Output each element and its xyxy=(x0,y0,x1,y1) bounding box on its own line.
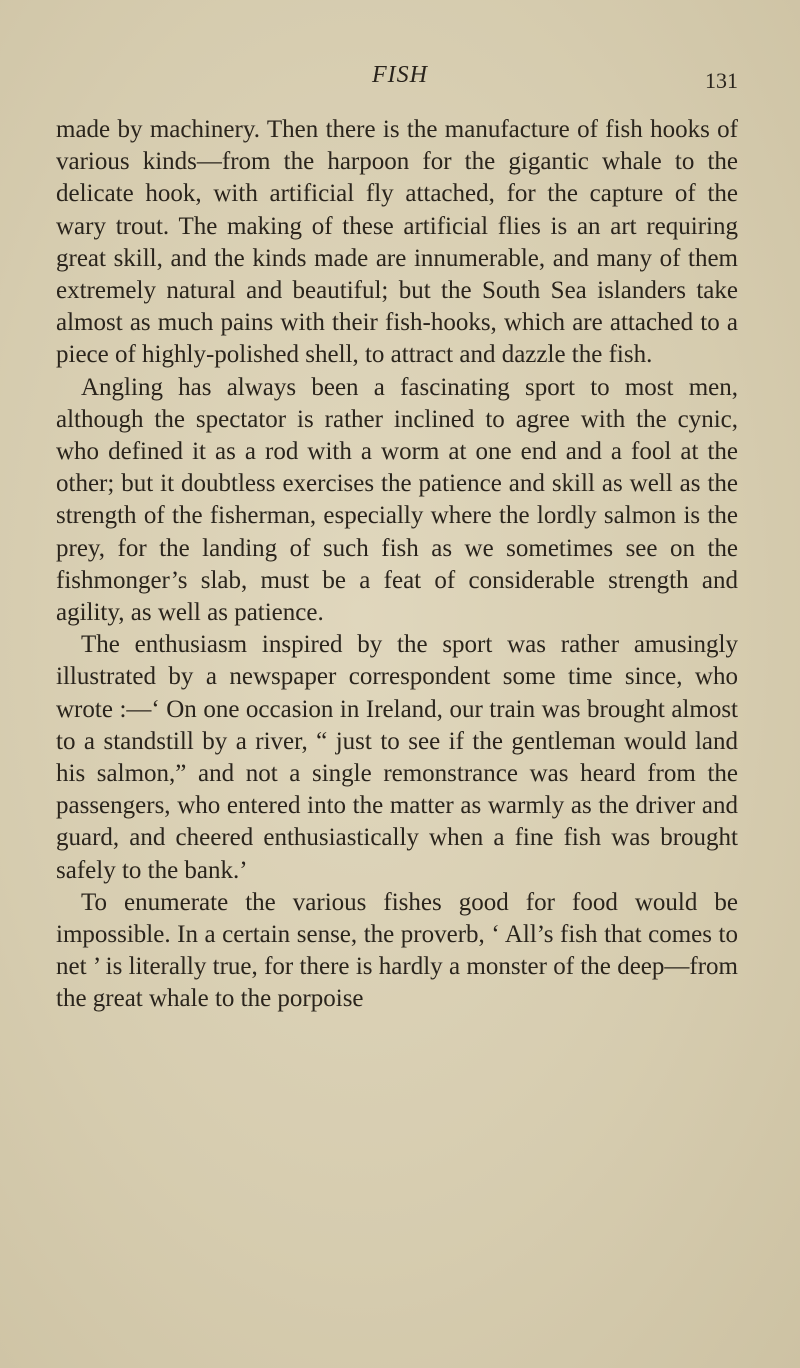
paragraph: The enthusiasm inspired by the sport was rather amusingly illustrated by a newspaper correspondent some time since, who wrote :—‘ On one occasion in Ireland, our train was brought almost to a standstill by a river, “ just to see if the gentleman would land his salmon,” and not a single remonstrance was heard from the passengers, who entered into the matter as warmly as the driver and guard, and cheered enthusiastically when a fine fish was brought safely to the bank.’ xyxy=(56,631,738,884)
paragraph: Angling has always been a fascinating sport to most men, although the spectator is rather inclined to agree with the cynic, who defined it as a rod with a worm at one end and a fool at the other; but it doubtless exercises the patience and skill as well as the strength of the fisherman, especially where the lordly salmon is the prey, for the landing of such fish as we sometimes see on the fishmonger’s slab, must be a feat of considerable strength and agility, as well as patience. xyxy=(56,373,738,627)
body-text xyxy=(56,114,738,1016)
page-header xyxy=(0,62,800,96)
paragraph: To enumerate the various fishes good for food would be impossible. In a certain sense, the proverb, ‘ All’s fish that comes to net ’ is literally true, for there is hardly a monster of the deep—from the great whale to the porpoise xyxy=(56,888,738,1013)
page-number: 131 xyxy=(705,68,738,93)
running-title: FISH xyxy=(372,62,428,88)
paragraph: made by machinery. Then there is the manufacture of fish hooks of various kinds—from the harpoon for the gigantic whale to the delicate hook, with artificial fly attached, for the capture of the wary trout. The making of these artificial flies is an art requiring great skill, and the kinds made are innumerable, and many of them extremely natural and beautiful; but the South Sea islanders take almost as much pains with their fish-hooks, which are attached to a piece of highly-polished shell, to attract and dazzle the fish. xyxy=(56,116,738,369)
